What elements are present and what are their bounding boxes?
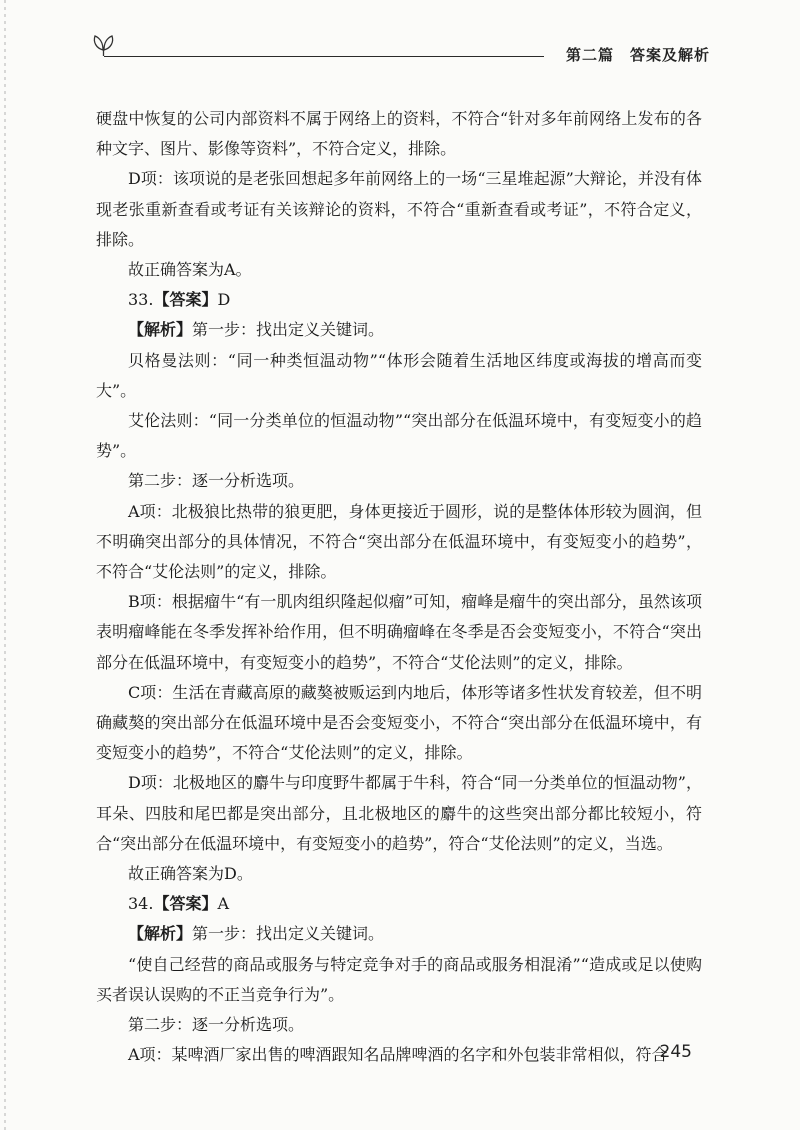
label-tag: 【解析】 [128,320,193,340]
paragraph-text: 第一步：找出定义关键词。 [192,924,385,944]
paragraph [96,104,702,164]
paragraph-text: 艾伦法则：“同一分类单位的恒温动物”“突出部分在低温环境中，有变短变小的趋势”。 [96,411,702,461]
paragraph [96,164,702,255]
section-title: 第二篇 答案及解析 [565,46,710,64]
paragraph [96,497,702,588]
header-rule [104,56,544,57]
question-number: 33. [128,290,154,310]
page-header [90,30,710,70]
paragraph [96,587,702,678]
label-tag: 【解析】 [128,924,193,944]
paragraph [96,285,702,315]
paragraph [96,315,702,345]
paragraph-text: D项：北极地区的麝牛与印度野牛都属于牛科，符合“同一分类单位的恒温动物”，耳朵、四肢和尾巴都是突出部分，且北极地区的麝牛的这些突出部分都比较短小，符合“突出部分在低温环境中，有变短变小的趋势”，符合“艾伦法则”的定义，当选。 [96,773,702,853]
paragraph [96,889,702,919]
paragraph-text: A项：北极狼比热带的狼更肥，身体更接近于圆形，说的是整体体形较为圆润，但不明确突出部分的具体情况，不符合“突出部分在低温环境中，有变短变小的趋势”，不符合“艾伦法则”的定义，排除。 [96,501,702,582]
paragraph [96,950,702,1010]
paragraph-text: 第一步：找出定义关键词。 [192,320,385,340]
paragraph [96,768,702,859]
paragraph-text: A项：某啤酒厂家出售的啤酒跟知名品牌啤酒的名字和外包装非常相似，符合 [128,1045,668,1065]
paragraph-text: D [217,290,231,310]
paragraph [96,255,702,285]
paragraph-text: 贝格曼法则：“同一种类恒温动物”“体形会随着生活地区纬度或海拔的增高而变大”。 [96,350,702,400]
paragraph-text: 故正确答案为A。 [128,260,252,280]
paragraph [96,678,702,769]
paragraph [96,1010,702,1040]
paragraph [96,919,702,949]
paragraph-text: C项：生活在青藏高原的藏獒被贩运到内地后，体形等诸多性状发育较差，但不明确藏獒的突出部分在低温环境中是否会变短变小，不符合“突出部分在低温环境中，有变短变小的趋势”，不符合“艾伦法则”的定义，排除。 [96,682,702,763]
paragraph-text: D项：该项说的是老张回想起多年前网络上的一场“三星堆起源”大辩论，并没有体现老张重新查看或考证有关该辩论的资料，不符合“重新查看或考证”，不符合定义，排除。 [96,169,702,249]
answer-content [96,104,702,1071]
paragraph [96,1040,702,1070]
paragraph-text: 故正确答案为D。 [128,864,253,884]
binding-margin-dots [4,0,6,1130]
page-number: 245 [659,1042,692,1062]
paragraph-text: A [217,894,230,914]
paragraph [96,406,702,466]
question-number: 34. [128,894,154,914]
paragraph [96,346,702,406]
leaf-ornament-icon [90,30,118,58]
paragraph-text: B项：根据瘤牛“有一肌肉组织隆起似瘤”可知，瘤峰是瘤牛的突出部分，虽然该项表明瘤峰能在冬季发挥补给作用，但不明确瘤峰在冬季是否会变短变小，不符合“突出部分在低温环境中，有变短变小的趋势”，不符合“艾伦法则”的定义，排除。 [96,592,702,672]
paragraph-text: 第二步：逐一分析选项。 [128,471,305,491]
label-tag: 【答案】 [153,290,218,310]
label-tag: 【答案】 [153,894,218,914]
paragraph [96,859,702,889]
paragraph [96,466,702,496]
paragraph-text: 第二步：逐一分析选项。 [128,1015,305,1035]
paragraph-text: 硬盘中恢复的公司内部资料不属于网络上的资料，不符合“针对多年前网络上发布的各种文字、图片、影像等资料”，不符合定义，排除。 [96,109,702,159]
paragraph-text: “使自己经营的商品或服务与特定竞争对手的商品或服务相混淆”“造成或足以使购买者误认误购的不正当竞争行为”。 [96,954,702,1004]
